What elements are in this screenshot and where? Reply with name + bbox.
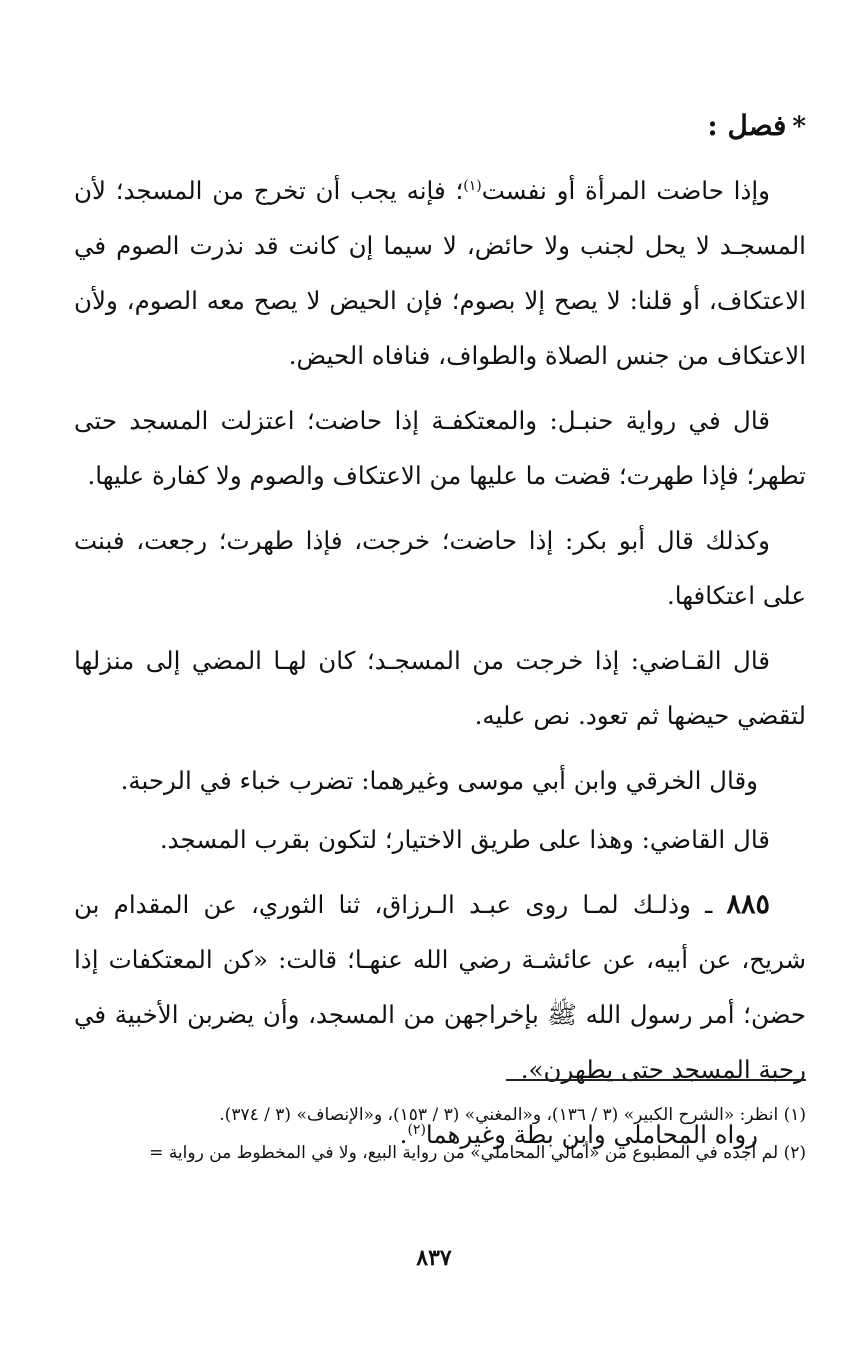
- paragraph-khiraqi: وقال الخرقي وابن أبي موسى وغيرهما: تضرب خباء في الرحبة.: [120, 766, 758, 795]
- heading-marker: *: [792, 112, 806, 142]
- footnote-2: (٢) لم أجده في المطبوع من «أمالي المحاملي» من رواية البيع، ولا في المخطوط من رواية =: [149, 1143, 806, 1163]
- hadith-number: ٨٨٥: [726, 889, 770, 920]
- footnote-divider: [506, 1079, 806, 1081]
- page-body: [74, 100, 806, 1172]
- paragraph-hadith-885: ٨٨٥ ـ وذلـك لمـا روى عبـد الـرزاق، ثنا الثوري، عن المقدام بن شريح، عن أبيه، عن عائشـة رضي الله عنهـا؛ قالت: «كن المعتكفات إذا حضن؛ أمر رسول الله ﷺ بإخراجهن من المسجد، وأن يضربن الأخبية في رحبة المسجد حتى يطهرن».: [74, 889, 806, 1084]
- paragraph-menstruation-rule: وإذا حاضت المرأة أو نفست$^{(١)}$؛ فإنه يجب أن تخرج من المسجد؛ لأن المسجـد لا يحل لجنب ولا حائض، لا سيما إن كانت قد نذرت الصوم في الاعتكاف، أو قلنا: لا يصح إلا بصوم؛ فإن الحيض لا يصح معه الصوم، ولأن الاعتكاف من جنس الصلاة والطواف، فنافاه الحيض.: [74, 176, 806, 370]
- footnote-ref-2: (٢): [407, 1121, 426, 1138]
- page-number: ٨٣٧: [416, 1245, 452, 1271]
- heading-title: فصل :: [707, 109, 787, 142]
- paragraph-hanbal-narration: قال في رواية حنبـل: والمعتكفـة إذا حاضت؛ اعتزلت المسجد حتى تطهر؛ فإذا طهرت؛ قضت ما عليها من الاعتكاف والصوم ولا كفارة عليها.: [74, 406, 806, 490]
- paragraph-abu-bakr: وكذلك قال أبو بكر: إذا حاضت؛ خرجت، فإذا طهرت؛ رجعت، فبنت على اعتكافها.: [74, 526, 806, 610]
- paragraph-qadi-preference: قال القاضي: وهذا على طريق الاختيار؛ لتكون بقرب المسجد.: [159, 825, 770, 854]
- footnote-ref-1: (١): [463, 177, 482, 194]
- section-heading: [74, 100, 806, 153]
- paragraph-narrators: رواه المحاملي وابن بطة وغيرهما$^{(٢)}$.: [399, 1120, 758, 1149]
- paragraph-qadi-going-home: قال القـاضي: إذا خرجت من المسجـد؛ كان لهـا المضي إلى منزلها لتقضي حيضها ثم تعود. نص عليه.: [74, 646, 806, 730]
- footnote-1: (١) انظر: «الشرح الكبير» (٣ / ١٣٦)، و«المغني» (٣ / ١٥٣)، و«الإنصاف» (٣ / ٣٧٤).: [219, 1105, 806, 1125]
- footnotes: [52, 1096, 806, 1172]
